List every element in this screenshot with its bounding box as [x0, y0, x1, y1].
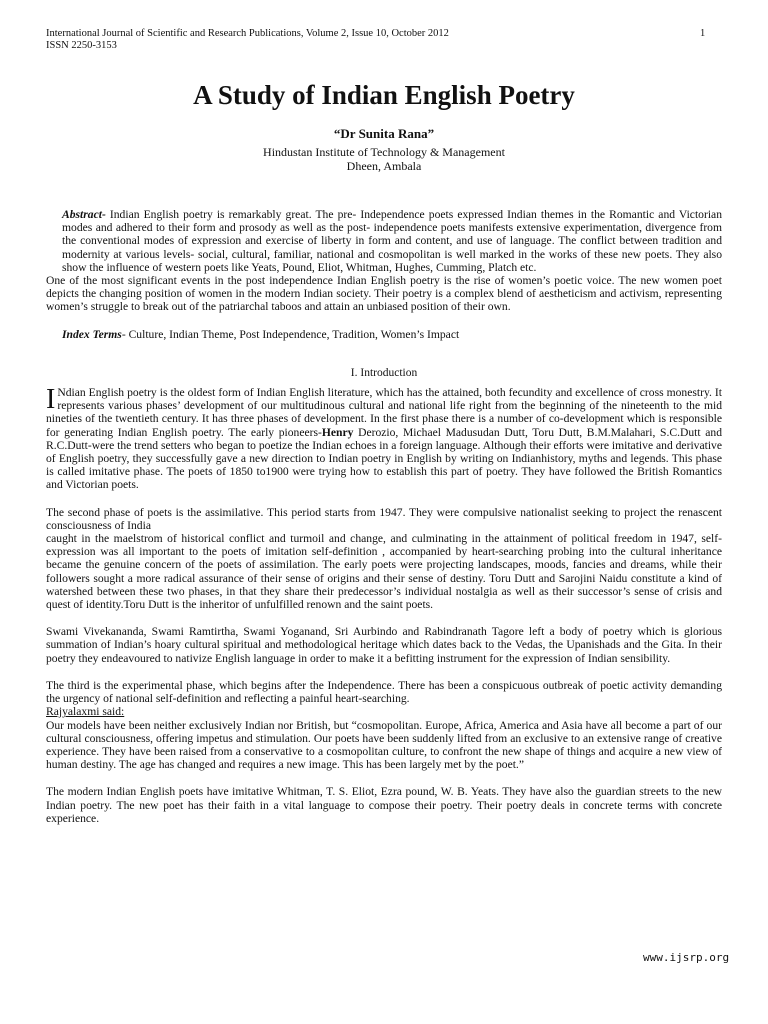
section-heading: I. Introduction — [350, 366, 418, 379]
intro-bold-name: Henry — [321, 425, 354, 439]
paper-title: A Study of Indian English Poetry — [193, 80, 575, 110]
affiliation — [0, 145, 768, 173]
paper-body — [46, 208, 722, 825]
page-number: 1 — [700, 28, 706, 39]
journal-line: International Journal of Scientific and Research Publications, Volume 2, Issue 10, October 2012 — [46, 28, 449, 39]
quote-label: Rajyalaxmi said: — [46, 705, 125, 719]
abstract — [46, 208, 722, 274]
index-terms — [46, 328, 722, 341]
footer-url: www.ijsrp.org — [643, 951, 730, 964]
index-terms-label: Index Terms — [62, 327, 122, 341]
running-header — [46, 28, 449, 52]
index-terms-text: - Culture, Indian Theme, Post Independence, Tradition, Women’s Impact — [121, 327, 460, 341]
abstract-label: Abstract- — [62, 208, 106, 221]
intro-paragraph-1 — [46, 386, 722, 492]
author-name: “Dr Sunita Rana” — [333, 126, 435, 141]
quote-text: Our models have been neither exclusively Indian nor British, but “cosmopolitan. Europe, Africa, America and Asia have all become a part of our cultural consciousness, offering impetus and stimulation. Our poets have been suddenly lifted from an exclusive to an extensive range of creative experience. They have been raised from a conservative to a cosmopolitan culture, to confront the new shape of things and acquire a new view of human destiny. The age has changed and requires a new image. This has been largely met by the poet.” — [46, 718, 722, 772]
intro-paragraph-5: The modern Indian English poets have imitative Whitman, T. S. Eliot, Ezra pound, W. B. Yeats. They have also the guardian streets to the new Indian poetry. The new poet has their faith in a vital language to compose their poetry. Their poetry deals in concrete terms with concrete experience. — [46, 785, 722, 825]
affiliation-institute: Hindustan Institute of Technology & Management — [263, 145, 505, 159]
drop-cap: I — [46, 384, 56, 416]
abstract-text: Indian English poetry is remarkably great. The pre- Independence poets expressed Indian themes in the Romantic and Victorian modes and adhered to their form and prosody as well as the post- independence poets manifests extensive experimentation, divergence from the conventional modes of expression and exercise of liberty in form and content, and use of language. The conflict between tradition and modernity at various levels- social, cultural, familiar, national and cosmopolitan is well marked in the works of these new poets. They also show the influence of western poets like Yeats, Pound, Eliot, Whitman, Hughes, Cumming, Platch etc. — [62, 208, 722, 274]
intro-paragraph-2a: The second phase of poets is the assimilative. This period starts from 1947. They were compulsive nationalist seeking to project the renascent consciousness of India — [46, 505, 722, 532]
intro-paragraph-4: The third is the experimental phase, which begins after the Independence. There has been a conspicuous outbreak of poetic activity demanding the urgency of national self-definition and reflecting a painful heart-searching. — [46, 678, 722, 706]
abstract-continued: One of the most significant events in the post independence Indian English poetry is the rise of women’s poetic voice. The new women poet depicts the changing position of women in the modern Indian society. Their poetry is a complex blend of aestheticism and activism, representing women’s struggle to break out of the patriarchal taboos and attain an unbiased position of their own. — [46, 274, 722, 314]
intro-paragraph-3: Swami Vivekananda, Swami Ramtirtha, Swami Yoganand, Sri Aurbindo and Rabindranath Tagore left a body of poetry which is glorious summation of Indian’s hoary cultural spiritual and methodological heritage which dates back to the Vedas, the Upanishads and the Gita. In their poetry they endeavoured to nativize English language in order to make it a befitting instrument for the expression of Indian sensibility. — [46, 625, 722, 665]
intro-paragraph-2b: caught in the maelstrom of historical conflict and turmoil and change, and culminating in the attainment of political freedom in 1947, self-expression was all important to the poets of imitation self-definition , accompanied by heart-searching probing into the cultural inheritance became the genuine concern of the poets of assimilation. The early poets were projecting landscapes, moods, fancies and dreams, while their followers sought a more radical assurance of their sense of origins and their sense of destiny. Toru Dutt and Sarojini Naidu constitute a kind of watershed between these two phases, in that they share their predecessor’s individual nostalgia as well as their successor’s sense of crisis and quest of identity.Toru Dutt is the inheritor of unfulfilled renown and the saint poets. — [46, 532, 722, 612]
intro-text: Ndian English poetry is the oldest form of Indian English literature, which has the attained, both fecundity and excellence of cross monestry. It represents various phases’ development of our multitudinous cultural and national life right from the beginning of the nineteenth to the mid nineties of the twentieth century. It has three phases of development. In the first phase there is a number of co-development which is responsible for generating Indian English poetry. The early pioneers- — [46, 386, 722, 439]
intro-text-rest: Derozio, Michael Madusudan Dutt, Toru Dutt, B.M.Malahari, S.C.Dutt and R.C.Dutt-were the trend setters who began to poetize the Indian echoes in a foreign language. Although their efforts were imitative and derivative of English poetry, they successfully gave a new direction to Indian poetry in English by writing on Indianhistory, myths and legends. This phase is called imitative phase. The poets of 1850 to1900 were trying how to establish this part of poetry. They have followed the British Romantics and Victorian poets. — [46, 425, 723, 492]
issn: ISSN 2250-3153 — [46, 40, 117, 51]
affiliation-location: Dheen, Ambala — [346, 159, 422, 173]
